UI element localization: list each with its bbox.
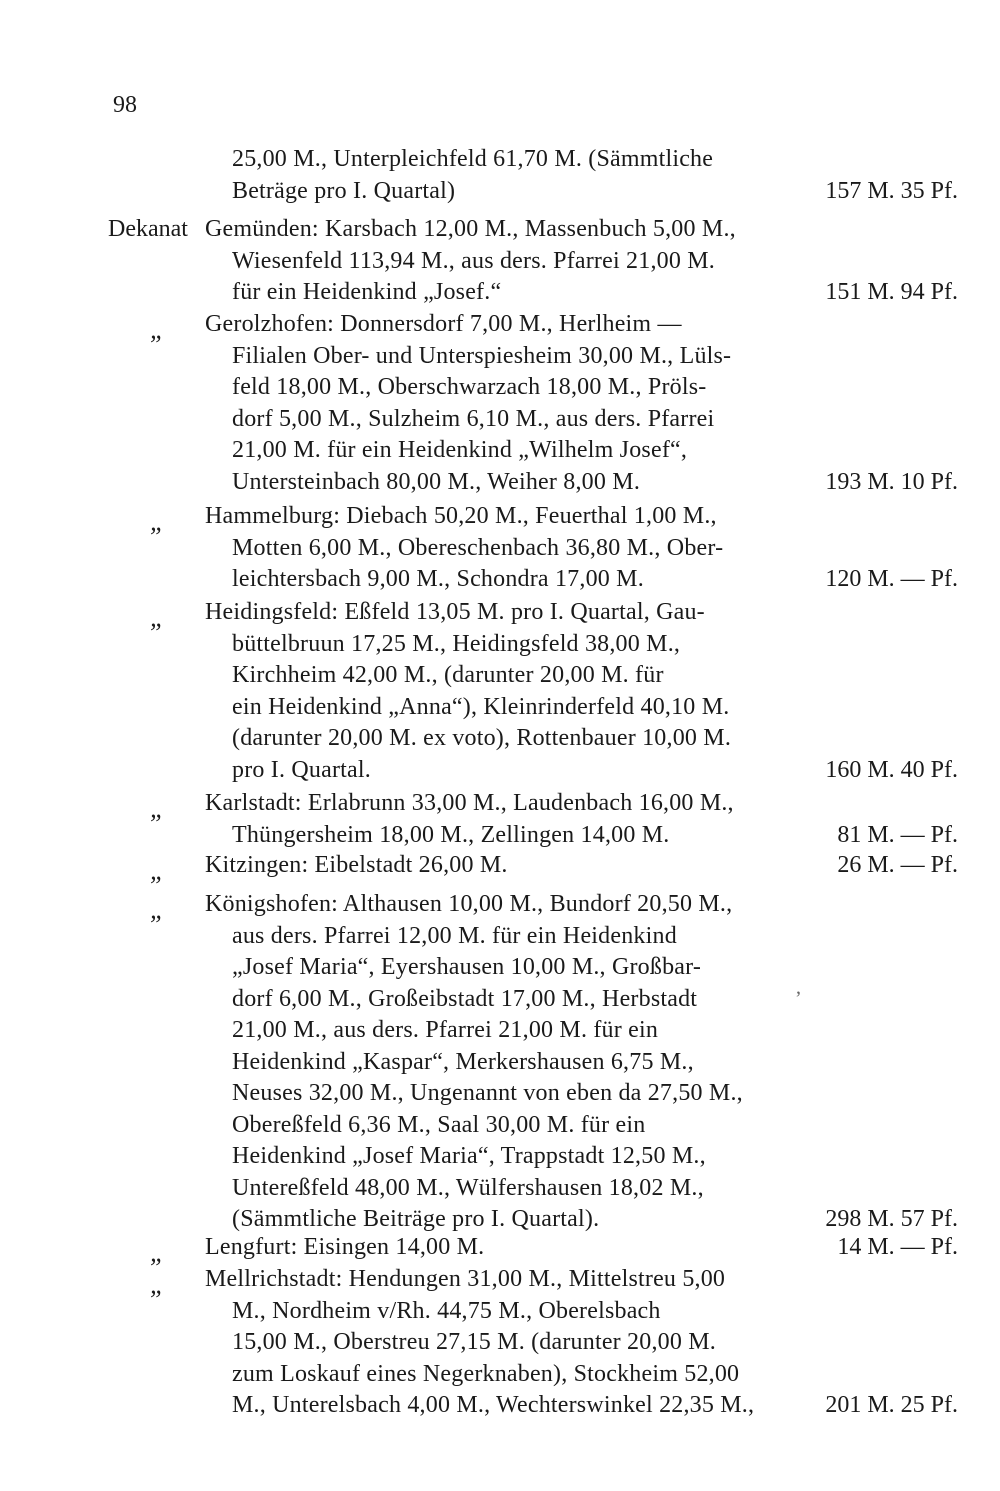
entry-line: Karlstadt: Erlabrunn 33,00 M., Laudenbach 16,00 M., — [205, 790, 734, 816]
entry-line: Hammelburg: Diebach 50,20 M., Feuerthal 1,00 M., — [205, 503, 717, 529]
ditto-mark: „ — [150, 794, 165, 823]
ditto-mark: „ — [150, 1238, 165, 1267]
entry-line: aus ders. Pfarrei 12,00 M. für ein Heidenkind — [232, 922, 677, 949]
entry-line: leichtersbach 9,00 M., Schondra 17,00 M. — [232, 566, 644, 592]
ditto-mark: „ — [150, 1270, 165, 1299]
entry-line: Kirchheim 42,00 M., (darunter 20,00 M. für — [232, 662, 664, 688]
page-number: 98 — [113, 92, 137, 118]
entry-line: 15,00 M., Oberstreu 27,15 M. (darunter 20,00 M. — [232, 1329, 716, 1355]
entry-line: Lengfurt: Eisingen 14,00 M. — [205, 1234, 485, 1260]
entry-line: Gerolzhofen: Donnersdorf 7,00 M., Herlheim — — [205, 311, 682, 337]
entry-amount: 151 M. 94 Pf. — [825, 279, 958, 305]
entry-line: Untereßfeld 48,00 M., Wülfershausen 18,02 M., — [232, 1174, 704, 1201]
entry-line: 21,00 M. für ein Heidenkind „Wilhelm Josef“, — [232, 437, 688, 463]
entry-line: dorf 5,00 M., Sulzheim 6,10 M., aus ders. Pfarrei — [232, 405, 715, 432]
ditto-mark: „ — [150, 856, 165, 885]
entry-line: Thüngersheim 18,00 M., Zellingen 14,00 M. — [232, 821, 670, 848]
entry-line: ein Heidenkind „Anna“), Kleinrinderfeld 40,10 M. — [232, 693, 730, 720]
entry-line: 21,00 M., aus ders. Pfarrei 21,00 M. für ein — [232, 1017, 659, 1043]
entry-line: Wiesenfeld 113,94 M., aus ders. Pfarrei 21,00 M. — [232, 247, 715, 274]
entry-line: Obereßfeld 6,36 M., Saal 30,00 M. für ein — [232, 1111, 646, 1138]
entry-line: feld 18,00 M., Oberschwarzach 18,00 M., Pröls- — [232, 374, 707, 400]
entry-amount: 298 M. 57 Pf. — [825, 1206, 958, 1232]
print-speck: ʼ — [795, 988, 802, 1010]
entry-line: „Josef Maria“, Eyershausen 10,00 M., Großbar- — [232, 954, 702, 980]
entry-line: Untersteinbach 80,00 M., Weiher 8,00 M. — [232, 468, 641, 495]
entry-amount: 201 M. 25 Pf. — [825, 1392, 958, 1418]
entry-line: Filialen Ober- und Unterspiesheim 30,00 M., Lüls- — [232, 342, 732, 369]
entry-line: Kitzingen: Eibelstadt 26,00 M. — [205, 852, 508, 878]
entry-amount: 160 M. 40 Pf. — [825, 756, 958, 783]
entry-line: M., Nordheim v/Rh. 44,75 M., Oberelsbach — [232, 1297, 661, 1324]
entry-amount: 193 M. 10 Pf. — [825, 468, 958, 495]
entry-amount: 14 M. — Pf. — [837, 1234, 958, 1260]
entry-line: Heidingsfeld: Eßfeld 13,05 M. pro I. Quartal, Gau- — [205, 599, 705, 625]
entry-line: Königshofen: Althausen 10,00 M., Bundorf 20,50 M., — [205, 891, 733, 917]
entry-amount: 26 M. — Pf. — [837, 852, 958, 878]
entry-amount: 120 M. — Pf. — [825, 566, 958, 592]
entry-line: Neuses 32,00 M., Ungenannt von eben da 27,50 M., — [232, 1080, 743, 1106]
ditto-mark: „ — [150, 315, 165, 344]
entry-line: zum Loskauf eines Negerknaben), Stockheim 52,00 — [232, 1360, 740, 1387]
entry-line: Mellrichstadt: Hendungen 31,00 M., Mittelstreu 5,00 — [205, 1266, 726, 1292]
entry-line: pro I. Quartal. — [232, 756, 371, 783]
entry-line: Gemünden: Karsbach 12,00 M., Massenbuch 5,00 M., — [205, 216, 736, 242]
entry-amount: 81 M. — Pf. — [837, 821, 958, 848]
ditto-mark: „ — [150, 603, 165, 632]
entry-line: büttelbruun 17,25 M., Heidingsfeld 38,00 M., — [232, 630, 681, 657]
ditto-mark: „ — [150, 507, 165, 536]
entry-line: dorf 6,00 M., Großeibstadt 17,00 M., Herbstadt — [232, 985, 698, 1012]
entry-line: für ein Heidenkind „Josef.“ — [232, 279, 502, 305]
entry-line: M., Unterelsbach 4,00 M., Wechterswinkel 22,35 M., — [232, 1392, 755, 1418]
entry-line: 25,00 M., Unterpleichfeld 61,70 M. (Sämmtliche — [232, 146, 714, 172]
entry-line: Heidenkind „Kaspar“, Merkershausen 6,75 M., — [232, 1048, 694, 1075]
entry-lead: Dekanat — [108, 216, 188, 242]
entry-line: (Sämmtliche Beiträge pro I. Quartal). — [232, 1206, 600, 1232]
entry-line: Heidenkind „Josef Maria“, Trappstadt 12,50 M., — [232, 1143, 706, 1169]
entry-amount: 157 M. 35 Pf. — [825, 177, 958, 204]
entry-line: Motten 6,00 M., Obereschenbach 36,80 M., Ober- — [232, 534, 724, 561]
ditto-mark: „ — [150, 895, 165, 924]
entry-line: Beträge pro I. Quartal) — [232, 177, 456, 204]
entry-line: (darunter 20,00 M. ex voto), Rottenbauer 10,00 M. — [232, 725, 732, 751]
